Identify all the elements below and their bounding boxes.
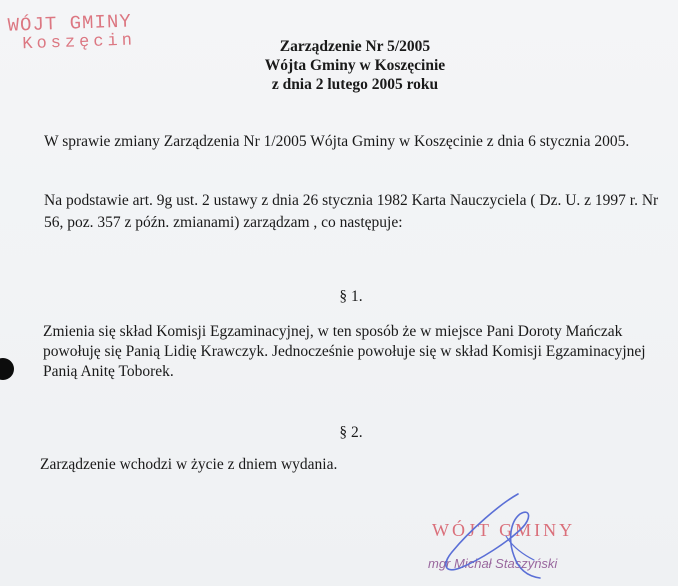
title-line-2: Wójta Gminy w Koszęcinie	[264, 57, 446, 74]
paragraph-2-body: Zarządzenie wchodzi w życie z dniem wydania.	[40, 456, 338, 473]
title-line-3: z dnia 2 lutego 2005 roku	[271, 76, 439, 93]
paragraph-1-heading: § 1.	[339, 288, 363, 305]
stamp-line-2: Koszęcin	[22, 31, 137, 55]
title-line-1: Zarządzenie Nr 5/2005	[279, 38, 431, 55]
paragraph-1-body: Zmienia się skład Komisji Egzaminacyjnej, w ten sposób że w miejsce Pani Doroty Mańczak powołuję się Panią Lidię Krawczyk. Jednocześnie powołuje się w skład Komisji Egzaminacyjnej Panią Anitę Toborek.	[43, 323, 646, 380]
paragraph-2-heading: § 2.	[339, 424, 363, 441]
handwritten-signature	[430, 490, 570, 586]
legal-basis: Na podstawie art. 9g ust. 2 ustawy z dnia 26 stycznia 1982 Karta Nauczyciela ( Dz. U. z 1997 r. Nr 56, poz. 357 z późn. zmianami) zarządzam , co następuje:	[44, 192, 659, 231]
stamp-line-1: WÓJT GMINY	[7, 10, 133, 37]
signature-stamp-title: WÓJT GMINY	[432, 520, 576, 540]
document-title	[200, 37, 510, 94]
subject-line: W sprawie zmiany Zarządzenia Nr 1/2005 Wójta Gminy w Koszęcinie z dnia 6 stycznia 2005.	[44, 133, 630, 150]
signature-stamp-name: mgr Michał Staszyński	[428, 556, 558, 571]
office-stamp	[7, 9, 168, 55]
binder-hole	[0, 358, 14, 380]
